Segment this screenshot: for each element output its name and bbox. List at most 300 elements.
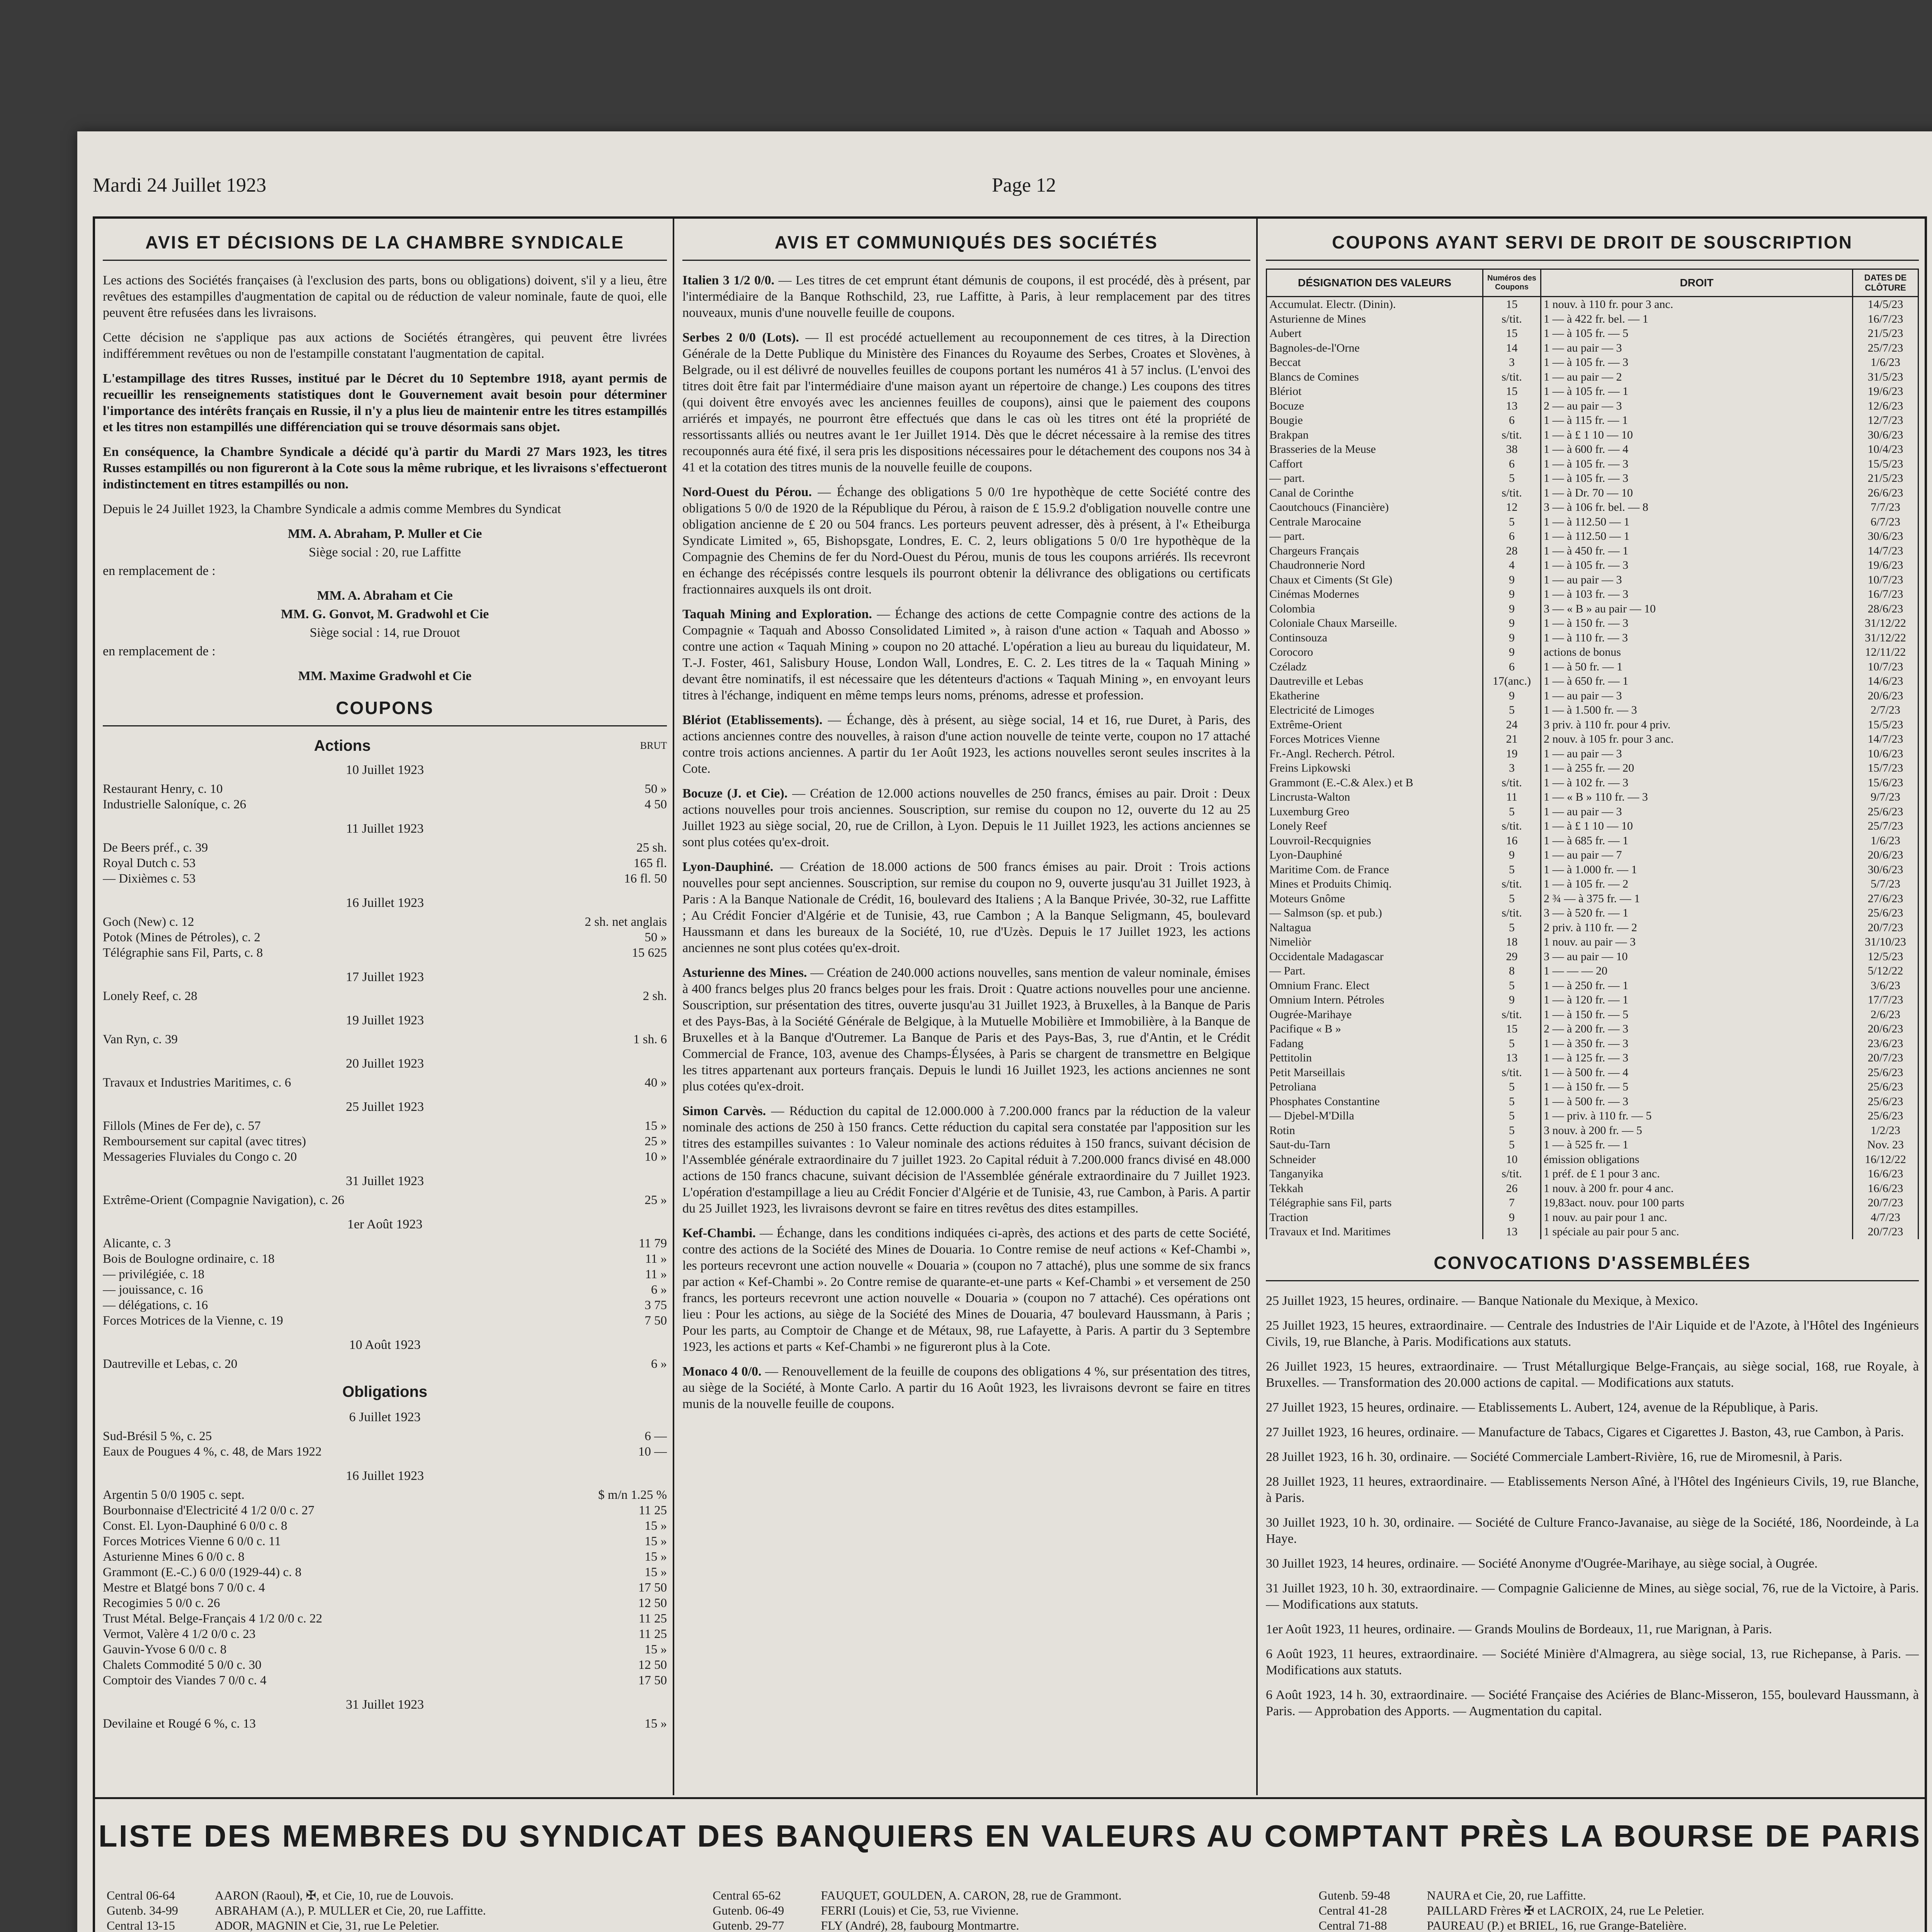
souscription-date: 6/7/23 <box>1853 515 1918 529</box>
souscription-valeur: Extrême-Orient <box>1267 718 1483 732</box>
coupon-amount: 11 25 <box>638 1612 667 1626</box>
souscription-coupon: 9 <box>1483 631 1541 645</box>
souscription-row <box>1267 776 1918 790</box>
souscription-coupon: 3 <box>1483 355 1541 370</box>
souscription-row <box>1267 1065 1918 1080</box>
souscription-date: 16/6/23 <box>1853 1167 1918 1181</box>
souscription-row <box>1267 877 1918 891</box>
member-name: MM. A. Abraham et Cie <box>317 588 453 603</box>
column-divider <box>673 219 674 1795</box>
souscription-droit: 1 — à 150 fr. — 5 <box>1541 1080 1853 1094</box>
avis-paragraph: L'estampillage des titres Russes, institué par le Décret du 10 Septembre 1918, ayant permis de recueillir les renseignements statistiques dont le Gouvernement avait besoin pour déterminer l'importance des intérêts français en Russie, il n'y a plus lieu de maintenir entre les titres estampillés et les titres non estampillés une différenciation qui se trouve désormais sans objet. <box>103 371 667 434</box>
souscription-valeur: Occidentale Madagascar <box>1267 949 1483 964</box>
souscription-date: 20/7/23 <box>1853 1225 1918 1239</box>
souscription-valeur: Fadang <box>1267 1036 1483 1051</box>
souscription-valeur: Beccat <box>1267 355 1483 370</box>
souscription-row <box>1267 1051 1918 1065</box>
obligations-label: Obligations <box>342 1383 427 1400</box>
souscription-coupon: s/tit. <box>1483 486 1541 500</box>
th-droit: DROIT <box>1541 269 1853 297</box>
souscription-droit: 1 — à 110 fr. — 3 <box>1541 631 1853 645</box>
souscription-row <box>1267 1080 1918 1094</box>
souscription-date: 15/7/23 <box>1853 761 1918 776</box>
souscription-droit: 1 — à 600 fr. — 4 <box>1541 442 1853 457</box>
liste-title: LISTE DES MEMBRES DU SYNDICAT DES BANQUIERS EN VALEURS AU COMPTANT PRÈS LA BOURSE DE PARIS <box>98 1819 1922 1853</box>
souscription-valeur: Dautreville et Lebas <box>1267 674 1483 689</box>
list-item <box>713 1888 1307 1903</box>
souscription-valeur: Phosphates Constantine <box>1267 1094 1483 1109</box>
souscription-row <box>1267 935 1918 949</box>
header-page-number: Page 12 <box>992 174 1056 196</box>
coupon-name: — jouissance, c. 16 <box>103 1283 203 1297</box>
souscription-droit: 1 — à 525 fr. — 1 <box>1541 1138 1853 1152</box>
souscription-date: 25/7/23 <box>1853 819 1918 833</box>
souscription-row <box>1267 993 1918 1007</box>
souscription-valeur: Ougrée-Marihaye <box>1267 1007 1483 1022</box>
souscription-valeur: Tanganyika <box>1267 1167 1483 1181</box>
communique-heading: Monaco 4 0/0. <box>682 1364 762 1379</box>
souscription-droit: 1 — à 50 fr. — 1 <box>1541 660 1853 674</box>
souscription-droit: 1 nouv. au pair pour 1 anc. <box>1541 1210 1853 1225</box>
souscription-coupon: s/tit. <box>1483 370 1541 384</box>
member-phone: Central 06-64 <box>107 1888 175 1902</box>
communiques-list <box>682 272 1250 1412</box>
coupon-row <box>103 1429 667 1444</box>
souscription-row <box>1267 573 1918 587</box>
coupon-name: Forces Motrices Vienne 6 0/0 c. 11 <box>103 1534 281 1548</box>
coupon-row <box>103 1673 667 1688</box>
avis-paragraph: Depuis le 24 Juillet 1923, la Chambre Syndicale a admis comme Membres du Syndicat <box>103 502 561 516</box>
souscription-coupon: 13 <box>1483 399 1541 413</box>
coupon-amount: 25 » <box>645 1193 667 1207</box>
coupon-row <box>103 1611 667 1626</box>
souscription-row <box>1267 645 1918 660</box>
souscription-droit: 3 — à 520 fr. — 1 <box>1541 906 1853 920</box>
member-entry: PAILLARD Frères ✠ et LACROIX, 24, rue Le Peletier. <box>1427 1903 1704 1917</box>
communique-text: — Il est procédé actuellement au recouponnement de ces titres, à la Direction Générale de la Dette Publique du Ministère des Finances du Royaume des Serbes, Croates et Slovènes, à Belgrade, ou il est délivré de nouvelles feuilles de coupons portant les numéros 41 à 57 inclus. (L'envoi des titres doit être fait par l'intermédiaire d'une maison ayant un répertoire de change.) Les coupons des titres (qui doivent être envoyés avec les anciennes feuilles de coupons), ainsi que le paiement des coupons arriérés et impayés, ne pourront être effectués que dans le cas où les titres ont été la propriété de ressortissants alliés ou neutres avant le 1er Juillet 1914. Dès que le décret nécessaire à la remise des titres recouponnés aura été fixé, il sera pris les dispositions nécessaires pour le détachement des coupons nos 34 à 41 et la cotation des titres munis de la nouvelle feuille de coupons. <box>682 330 1250 474</box>
communique-text: — Renouvellement de la feuille de coupons des obligations 4 %, sur présentation des titres, au siège de la Société, à Monte Carlo. A partir du 16 Août 1923, les livraisons devront se faire en titres munis de la nouvelle feuille de coupons. <box>682 1364 1250 1411</box>
souscription-date: 15/5/23 <box>1853 718 1918 732</box>
coupon-amount: 6 » <box>651 1283 667 1297</box>
souscription-date: 12/6/23 <box>1853 399 1918 413</box>
souscription-coupon: 38 <box>1483 442 1541 457</box>
souscription-date: 16/7/23 <box>1853 312 1918 327</box>
convocation-paragraph: 31 Juillet 1923, 10 h. 30, extraordinaire. — Compagnie Galicienne de Mines, au siège social, 76, rue de la Victoire, à Paris. — Modifications aux statuts. <box>1266 1581 1919 1612</box>
souscription-valeur: Blancs de Comines <box>1267 370 1483 384</box>
souscription-row <box>1267 1167 1918 1181</box>
souscription-date: 20/7/23 <box>1853 1051 1918 1065</box>
souscription-coupon: 4 <box>1483 558 1541 573</box>
souscription-valeur: Moteurs Gnôme <box>1267 891 1483 906</box>
souscription-date: 30/6/23 <box>1853 862 1918 877</box>
coupon-amount: 16 fl. 50 <box>624 872 667 886</box>
coupon-row <box>103 1642 667 1657</box>
column-avis-coupons <box>103 219 667 1795</box>
souscription-date: 2/7/23 <box>1853 703 1918 718</box>
communique-heading: Nord-Ouest du Pérou. <box>682 485 812 499</box>
souscription-valeur: Travaux et Ind. Maritimes <box>1267 1225 1483 1239</box>
coupon-name: Extrême-Orient (Compagnie Navigation), c. 26 <box>103 1193 344 1207</box>
souscription-valeur: Blériot <box>1267 384 1483 399</box>
souscription-droit: 1 — à 1.500 fr. — 3 <box>1541 703 1853 718</box>
souscription-date: 10/4/23 <box>1853 442 1918 457</box>
souscription-valeur: Rotin <box>1267 1123 1483 1138</box>
coupon-name: Goch (New) c. 12 <box>103 915 194 929</box>
coupons-title: COUPONS <box>103 697 667 726</box>
members-column <box>1319 1888 1913 1932</box>
souscription-droit: 1 — à 105 fr. — 2 <box>1541 877 1853 891</box>
souscription-date: 20/7/23 <box>1853 920 1918 935</box>
souscription-valeur: Bocuze <box>1267 399 1483 413</box>
coupon-name: Restaurant Henry, c. 10 <box>103 782 223 796</box>
coupon-date: 17 Juillet 1923 <box>345 970 424 984</box>
souscription-row <box>1267 399 1918 413</box>
coupon-name: Potok (Mines de Pétroles), c. 2 <box>103 930 260 944</box>
coupon-amount: 15 » <box>645 1550 667 1564</box>
souscription-valeur: Saut-du-Tarn <box>1267 1138 1483 1152</box>
coupon-row <box>103 1192 667 1208</box>
souscription-coupon: s/tit. <box>1483 776 1541 790</box>
souscription-row <box>1267 587 1918 602</box>
coupon-amount: 40 » <box>645 1076 667 1090</box>
coupons-actions-list <box>103 763 667 1372</box>
coupon-amount: 2 sh. net anglais <box>585 915 667 929</box>
coupon-name: Eaux de Pougues 4 %, c. 48, de Mars 1922 <box>103 1445 322 1459</box>
header-date: Mardi 24 Juillet 1923 <box>93 174 267 196</box>
coupon-amount: $ m/n 1.25 % <box>598 1488 667 1502</box>
souscription-droit: 1 — à 105 fr. — 1 <box>1541 384 1853 399</box>
souscription-row <box>1267 660 1918 674</box>
souscription-coupon: 9 <box>1483 573 1541 587</box>
coupon-amount: 11 » <box>645 1267 667 1281</box>
th-designation: DÉSIGNATION DES VALEURS <box>1267 269 1483 297</box>
souscription-valeur: Maritime Com. de France <box>1267 862 1483 877</box>
coupon-amount: 3 75 <box>645 1298 667 1312</box>
souscription-coupon: 15 <box>1483 1022 1541 1036</box>
souscription-row <box>1267 906 1918 920</box>
communique-paragraph <box>682 1225 1250 1355</box>
souscription-coupon: 11 <box>1483 790 1541 804</box>
souscription-coupon: s/tit. <box>1483 428 1541 442</box>
souscription-coupon: 9 <box>1483 1210 1541 1225</box>
souscription-title: COUPONS AYANT SERVI DE DROIT DE SOUSCRIPTION <box>1266 232 1919 261</box>
convocation-paragraph: 30 Juillet 1923, 10 h. 30, ordinaire. — Société de Culture Franco-Javanaise, au siège de la Société, 186, Noordeinde, à La Haye. <box>1266 1515 1919 1546</box>
souscription-coupon: 5 <box>1483 1123 1541 1138</box>
souscription-date: 14/6/23 <box>1853 674 1918 689</box>
souscription-date: 31/5/23 <box>1853 370 1918 384</box>
member-entry: ADOR, MAGNIN et Cie, 31, rue Le Peletier. <box>215 1918 439 1932</box>
coupon-date: 19 Juillet 1923 <box>345 1013 424 1027</box>
souscription-valeur: Electricité de Limoges <box>1267 703 1483 718</box>
souscription-row <box>1267 1036 1918 1051</box>
souscription-droit: 1 — à 125 fr. — 3 <box>1541 1051 1853 1065</box>
souscription-row <box>1267 761 1918 776</box>
member-seat: Siège social : 20, rue Laffitte <box>308 545 461 560</box>
coupon-amount: 15 » <box>645 1534 667 1548</box>
coupon-name: Argentin 5 0/0 1905 c. sept. <box>103 1488 245 1502</box>
souscription-row <box>1267 457 1918 471</box>
souscription-date: 14/7/23 <box>1853 732 1918 747</box>
convocation-paragraph: 27 Juillet 1923, 15 heures, ordinaire. — Etablissements L. Aubert, 124, avenue de la République, à Paris. <box>1266 1400 1818 1415</box>
coupon-row <box>103 1075 667 1090</box>
souscription-coupon: 15 <box>1483 326 1541 341</box>
souscription-droit: 3 — à 106 fr. bel. — 8 <box>1541 500 1853 515</box>
members-list <box>107 1888 1913 1932</box>
souscription-row <box>1267 616 1918 631</box>
souscription-droit: 1 spéciale au pair pour 5 anc. <box>1541 1225 1853 1239</box>
souscription-coupon: s/tit. <box>1483 819 1541 833</box>
coupon-amount: 7 50 <box>645 1314 667 1328</box>
souscription-valeur: Pacifique « B » <box>1267 1022 1483 1036</box>
souscription-valeur: Bougie <box>1267 413 1483 428</box>
souscription-date: 12/7/23 <box>1853 413 1918 428</box>
souscription-valeur: Chargeurs Français <box>1267 544 1483 558</box>
souscription-date: 20/7/23 <box>1853 1196 1918 1210</box>
coupon-name: Forces Motrices de la Vienne, c. 19 <box>103 1314 283 1328</box>
souscription-table <box>1266 269 1919 1239</box>
souscription-date: 20/6/23 <box>1853 1022 1918 1036</box>
coupons-subheader <box>103 738 667 753</box>
souscription-date: 16/12/22 <box>1853 1152 1918 1167</box>
newspaper-page <box>77 131 1932 1932</box>
coupon-date: 10 Août 1923 <box>349 1338 421 1352</box>
souscription-date: 12/11/22 <box>1853 645 1918 660</box>
souscription-droit: 2 nouv. à 105 fr. pour 3 anc. <box>1541 732 1853 747</box>
souscription-date: 25/7/23 <box>1853 341 1918 355</box>
souscription-coupon: 28 <box>1483 544 1541 558</box>
souscription-droit: 1 — à 650 fr. — 1 <box>1541 674 1853 689</box>
souscription-date: 25/6/23 <box>1853 1065 1918 1080</box>
souscription-date: 19/6/23 <box>1853 558 1918 573</box>
souscription-row <box>1267 1022 1918 1036</box>
coupon-name: Trust Métal. Belge-Français 4 1/2 0/0 c. 22 <box>103 1612 322 1626</box>
coupon-amount: 15 » <box>645 1565 667 1579</box>
souscription-date: 1/6/23 <box>1853 355 1918 370</box>
avis-paragraph: Les actions des Sociétés françaises (à l'exclusion des parts, bons ou obligations) doivent, s'il y a lieu, être revêtues des estampilles d'augmentation de capital ou de réduction de valeur nominale, faute de quoi, elle peuvent être refusées dans les livraisons. <box>103 273 667 320</box>
souscription-row <box>1267 949 1918 964</box>
avis-paragraph: En conséquence, la Chambre Syndicale a décidé qu'à partir du Mardi 27 Mars 1923, les titres Russes estampillés ou non figureront à la Cote sous la même rubrique, et les livraisons s'effectueront indistinctement en titres estampillés ou non. <box>103 445 667 492</box>
souscription-droit: 1 — à 115 fr. — 1 <box>1541 413 1853 428</box>
souscription-valeur: Brakpan <box>1267 428 1483 442</box>
coupon-date: 16 Juillet 1923 <box>345 1469 424 1483</box>
souscription-valeur: Corocoro <box>1267 645 1483 660</box>
coupon-amount: 25 » <box>645 1134 667 1148</box>
convocation-paragraph: 28 Juillet 1923, 11 heures, extraordinaire. — Etablissements Nerson Aîné, à l'Hôtel des Ingénieurs Civils, 19, rue Blanche, à Paris. <box>1266 1474 1919 1505</box>
souscription-date: 20/6/23 <box>1853 848 1918 862</box>
souscription-droit: 1 — « B » 110 fr. — 3 <box>1541 790 1853 804</box>
souscription-droit: 1 — à 105 fr. — 3 <box>1541 558 1853 573</box>
member-phone: Gutenb. 59-48 <box>1318 1888 1390 1902</box>
souscription-row <box>1267 428 1918 442</box>
coupon-name: Bois de Boulogne ordinaire, c. 18 <box>103 1252 275 1266</box>
convocations-title: CONVOCATIONS D'ASSEMBLÉES <box>1266 1252 1919 1281</box>
souscription-date: 25/6/23 <box>1853 906 1918 920</box>
coupon-name: Comptoir des Viandes 7 0/0 c. 4 <box>103 1673 267 1687</box>
souscription-valeur: Tekkah <box>1267 1181 1483 1196</box>
souscription-coupon: 7 <box>1483 1196 1541 1210</box>
souscription-valeur: — part. <box>1267 529 1483 544</box>
communique-text: — Création de 12.000 actions nouvelles de 250 francs, émises au pair. Droit : Deux actions nouvelles pour trois anciennes. Souscription, sur remise du coupon no 12, ouverte du 12 au 25 Juillet 1923 au siège social, 20, rue de Crillon, à Lyon. Depuis le 11 Juillet 1923, les actions anciennes se sont plus cotées qu'ex-droit. <box>682 786 1250 849</box>
souscription-date: 26/6/23 <box>1853 486 1918 500</box>
souscription-date: 16/6/23 <box>1853 1181 1918 1196</box>
souscription-valeur: Caffort <box>1267 457 1483 471</box>
souscription-coupon: 9 <box>1483 616 1541 631</box>
coupon-amount: 25 sh. <box>636 841 667 855</box>
souscription-date: 15/5/23 <box>1853 457 1918 471</box>
communique-paragraph <box>682 484 1250 598</box>
coupon-date: 10 Juillet 1923 <box>345 763 424 777</box>
coupon-row <box>103 1251 667 1267</box>
souscription-valeur: Fr.-Angl. Recherch. Pétrol. <box>1267 747 1483 761</box>
souscription-date: 25/6/23 <box>1853 804 1918 819</box>
souscription-coupon: 5 <box>1483 920 1541 935</box>
communique-heading: Blériot (Etablissements). <box>682 713 823 727</box>
souscription-row <box>1267 1152 1918 1167</box>
coupon-name: Industrielle Saloníque, c. 26 <box>103 798 247 811</box>
souscription-row <box>1267 1138 1918 1152</box>
communique-text: — Échange des obligations 5 0/0 1re hypothèque de cette Société contre des obligations 5 0/0 de 1920 de la République du Pérou, à raison de £ 15.9.2 d'obligation nouvelle contre une obligation ancienne de £ 20 ou 504 francs. Les porteurs peuvent adresser, dès à présent, à l'« Etheiburga Syndicate Limited », 65, Bishopsgate, Londres, E. C. 2, leurs obligations 5 0/0 1re hypothèque de la Compagnie des Chemins de fer du Nord-Ouest du Pérou, munis de tous les coupons arriérés. Ils recevront en échange des récépissés contre lesquels ils pourront obtenir la délivrance des obligations ou certificats fractionnaires auxquels ils ont droit. <box>682 485 1250 597</box>
page-header <box>93 174 1932 201</box>
souscription-row <box>1267 602 1918 616</box>
content-frame <box>93 216 1927 1932</box>
souscription-coupon: 5 <box>1483 1138 1541 1152</box>
coupon-name: Alicante, c. 3 <box>103 1236 171 1250</box>
souscription-date: 20/6/23 <box>1853 689 1918 703</box>
souscription-valeur: Ekatherine <box>1267 689 1483 703</box>
souscription-coupon: 21 <box>1483 732 1541 747</box>
coupon-name: Travaux et Industries Maritimes, c. 6 <box>103 1076 291 1090</box>
coupon-row <box>103 1236 667 1251</box>
souscription-droit: 2 ¾ — à 375 fr. — 1 <box>1541 891 1853 906</box>
souscription-date: 15/6/23 <box>1853 776 1918 790</box>
souscription-row <box>1267 544 1918 558</box>
coupon-row <box>103 1595 667 1611</box>
souscription-droit: 1 — à 250 fr. — 1 <box>1541 978 1853 993</box>
souscription-droit: 1 — au pair — 3 <box>1541 341 1853 355</box>
souscription-date: 10/7/23 <box>1853 660 1918 674</box>
convocation-paragraph: 27 Juillet 1923, 16 heures, ordinaire. — Manufacture de Tabacs, Cigares et Cigarettes J. Baston, 43, rue Cambon, à Paris. <box>1266 1425 1904 1439</box>
communique-text: — Création de 18.000 actions de 500 francs émises au pair. Droit : Trois actions nouvelles pour sept anciennes. Souscription, sur remise du coupon no 9, ouverte jusqu'au 31 Juillet 1923, à Paris : A la Banque Nationale de Crédit, 16, boulevard des Italiens ; A la Banque Privée, 30-32, rue Laffitte ; Au Crédit Foncier d'Algérie et de Tunisie, 43, rue Cambon ; A la Banque Seligmann, 45, boulevard Haussmann et dans les bureaux de la Société, 10, rue d'Uzès. Depuis le 17 Juillet 1923, les actions anciennes ne sont plus cotées qu'ex-droit. <box>682 860 1250 955</box>
souscription-row <box>1267 1210 1918 1225</box>
list-item <box>713 1903 1307 1918</box>
coupon-date: 1er Août 1923 <box>347 1217 423 1231</box>
souscription-valeur: Forces Motrices Vienne <box>1267 732 1483 747</box>
souscription-row <box>1267 790 1918 804</box>
member-entry: AARON (Raoul), ✠, et Cie, 10, rue de Louvois. <box>215 1888 454 1902</box>
souscription-date: 12/5/23 <box>1853 949 1918 964</box>
communique-paragraph <box>682 330 1250 476</box>
coupon-name: Bourbonnaise d'Electricité 4 1/2 0/0 c. 27 <box>103 1503 315 1517</box>
coupon-amount: 10 » <box>645 1150 667 1164</box>
souscription-droit: 1 — à 422 fr. bel. — 1 <box>1541 312 1853 327</box>
souscription-row <box>1267 833 1918 848</box>
convocation-paragraph: 1er Août 1923, 11 heures, ordinaire. — Grands Moulins de Bordeaux, 11, rue Marignan, à Paris. <box>1266 1622 1772 1636</box>
communique-text: — Création de 240.000 actions nouvelles, sans mention de valeur nominale, émises à 400 francs belges plus 20 francs belges pour les frais. Droit : Quatre actions nouvelles pour une ancienne. Souscription, sur présentation des titres, ouverte jusqu'au 31 Juillet 1923, à Bruxelles, à la Banque de Paris et des Pays-Bas, à la Société Générale de Belgique, à la Mutuelle Mobilière et Immobilière, à la Banque de Bruxelles et à la Banque d'Outremer. La Banque de Paris et des Pays-Bas, 3, rue d'Antin, et le Crédit Commercial de France, 103, avenue des Champs-Élysées, à Paris se chargent de transmettre en Belgique les titres appartenant aux porteurs français. Depuis le lundi 16 Juillet 1923, les actions anciennes ne sont plus cotées qu'ex-droit. <box>682 966 1250 1094</box>
souscription-valeur: Télégraphie sans Fil, parts <box>1267 1196 1483 1210</box>
souscription-coupon: 9 <box>1483 587 1541 602</box>
souscription-date: 21/5/23 <box>1853 471 1918 486</box>
souscription-date: Nov. 23 <box>1853 1138 1918 1152</box>
souscription-date: 3/6/23 <box>1853 978 1918 993</box>
souscription-droit: 1 — à 103 fr. — 3 <box>1541 587 1853 602</box>
coupon-amount: 10 — <box>638 1445 667 1459</box>
member-entry: NAURA et Cie, 20, rue Laffitte. <box>1427 1888 1586 1902</box>
souscription-row <box>1267 500 1918 515</box>
souscription-coupon: 9 <box>1483 848 1541 862</box>
coupon-row <box>103 871 667 886</box>
coupon-row <box>103 1487 667 1503</box>
coupon-amount: 11 25 <box>638 1627 667 1641</box>
coupon-amount: 17 50 <box>638 1673 667 1687</box>
coupons-obligations-list <box>103 1410 667 1731</box>
coupon-name: Devilaine et Rougé 6 %, c. 13 <box>103 1717 256 1731</box>
souscription-coupon: 5 <box>1483 804 1541 819</box>
souscription-droit: 1 — à 102 fr. — 3 <box>1541 776 1853 790</box>
souscription-coupon: 6 <box>1483 457 1541 471</box>
souscription-valeur: Mines et Produits Chimiq. <box>1267 877 1483 891</box>
souscription-date: 21/5/23 <box>1853 326 1918 341</box>
souscription-droit: 1 préf. de £ 1 pour 3 anc. <box>1541 1167 1853 1181</box>
souscription-coupon: 8 <box>1483 964 1541 978</box>
souscription-row <box>1267 529 1918 544</box>
communique-text: — Échange, dans les conditions indiquées ci-après, des actions et des parts de cette Société, contre des actions de la Société des Mines de Douaria. 1o Contre remise de neuf actions « Kef-Chambi », les porteurs recevront une action nouvelle « Douaria » (coupon no 7 attaché), plus une somme de six francs par action « Kef-Chambi ». 2o Contre remise de quarante-et-une parts « Kef-Chambi » et versement de 250 francs, les porteurs recevront une action nouvelle « Douaria » (coupon no 7 attaché). Ces opérations ont lieu : Pour les actions, au siège de la Société des Mines de Douaria, 47 boulevard Haussmann, à Paris ; Pour les parts, au Comptoir de Change et de Métaux, 98, rue Lafayette, à Paris. A partir du 3 Septembre 1923, les actions et parts « Kef-Chambi » ne figureront plus à la Cote. <box>682 1226 1250 1354</box>
souscription-row <box>1267 732 1918 747</box>
souscription-date: 14/7/23 <box>1853 544 1918 558</box>
souscription-date: 19/6/23 <box>1853 384 1918 399</box>
souscription-valeur: Aubert <box>1267 326 1483 341</box>
souscription-date: 31/12/22 <box>1853 631 1918 645</box>
communique-heading: Simon Carvès. <box>682 1104 766 1118</box>
coupon-row <box>103 1282 667 1298</box>
member-entry: PAUREAU (P.) et BRIEL, 16, rue Grange-Batelière. <box>1427 1918 1687 1932</box>
column-divider <box>1256 219 1258 1795</box>
coupon-amount: 12 50 <box>638 1658 667 1672</box>
list-item <box>1319 1888 1913 1903</box>
souscription-droit: 2 priv. à 110 fr. — 2 <box>1541 920 1853 935</box>
coupon-row <box>103 855 667 871</box>
coupon-amount: 50 » <box>645 930 667 944</box>
coupon-row <box>103 797 667 812</box>
coupon-name: — Dixièmes c. 53 <box>103 872 196 886</box>
souscription-date: 4/7/23 <box>1853 1210 1918 1225</box>
coupon-amount: 11 » <box>645 1252 667 1266</box>
souscription-droit: 1 — au pair — 3 <box>1541 689 1853 703</box>
souscription-droit: 1 — au pair — 3 <box>1541 747 1853 761</box>
souscription-row <box>1267 848 1918 862</box>
souscription-valeur: Caoutchoucs (Financière) <box>1267 500 1483 515</box>
coupon-name: Asturienne Mines 6 0/0 c. 8 <box>103 1550 245 1564</box>
souscription-coupon: 6 <box>1483 529 1541 544</box>
souscription-valeur: Lonely Reef <box>1267 819 1483 833</box>
souscription-droit: 1 — à 105 fr. — 3 <box>1541 457 1853 471</box>
souscription-droit: 1 — à 685 fr. — 1 <box>1541 833 1853 848</box>
souscription-coupon: 9 <box>1483 689 1541 703</box>
souscription-date: 30/6/23 <box>1853 529 1918 544</box>
souscription-valeur: Omnium Franc. Elect <box>1267 978 1483 993</box>
souscription-date: 31/10/23 <box>1853 935 1918 949</box>
souscription-row <box>1267 326 1918 341</box>
souscription-droit: 1 — priv. à 110 fr. — 5 <box>1541 1109 1853 1123</box>
souscription-droit: 3 — « B » au pair — 10 <box>1541 602 1853 616</box>
convocation-paragraph: 6 Août 1923, 14 h. 30, extraordinaire. — Société Française des Aciéries de Blanc-Misseron, 155, boulevard Haussmann, à Paris. — Approbation des Apports. — Augmentation du capital. <box>1266 1687 1919 1718</box>
souscription-row <box>1267 1225 1918 1239</box>
coupon-row <box>103 1032 667 1047</box>
communiques-title: AVIS ET COMMUNIQUÉS DES SOCIÉTÉS <box>682 232 1250 261</box>
souscription-coupon: s/tit. <box>1483 312 1541 327</box>
souscription-date: 31/12/22 <box>1853 616 1918 631</box>
brut-label: BRUT <box>640 740 667 751</box>
souscription-date: 5/12/22 <box>1853 964 1918 978</box>
